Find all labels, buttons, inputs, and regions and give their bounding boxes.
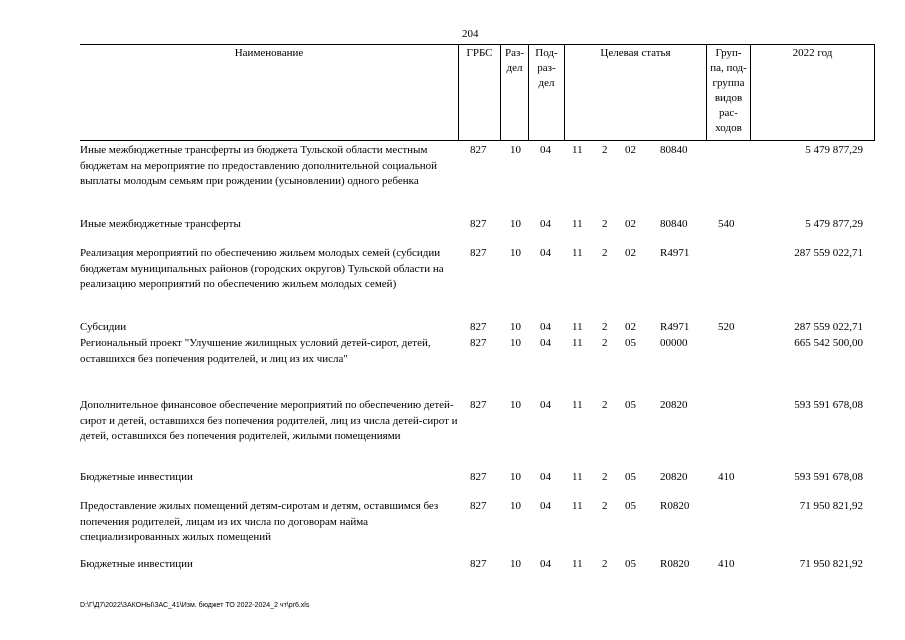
cell-ts1: 11 xyxy=(572,247,583,259)
cell-ts1: 11 xyxy=(572,558,583,570)
cell-ts1: 11 xyxy=(572,500,583,512)
cell-grbs: 827 xyxy=(470,247,487,259)
cell-name: Дополнительное финансовое обеспечение мероприятий по обеспечению детей-сирот и детей, оставшихся без попечения родителей, лиц из числа детей-сирот и детей, оставшихся без попечения родителей, жилыми помещениями xyxy=(80,399,458,442)
cell-ts3: 02 xyxy=(625,144,636,156)
header-podrazdel: Под- раз- дел xyxy=(528,44,564,140)
cell-group: 410 xyxy=(718,558,735,570)
cell-ts2: 2 xyxy=(602,337,608,349)
header-group: Груп- па, под- группа видов рас- ходов xyxy=(706,44,750,140)
cell-ts4: 20820 xyxy=(660,471,688,483)
cell-ts2: 2 xyxy=(602,321,608,333)
cell-podrazdel: 04 xyxy=(540,247,551,259)
cell-ts1: 11 xyxy=(572,471,583,483)
cell-ts2: 2 xyxy=(602,144,608,156)
cell-podrazdel: 04 xyxy=(540,558,551,570)
cell-name: Реализация мероприятий по обеспечению жильем молодых семей (субсидии бюджетам муниципальных районов (городских округов) Тульской области на реализацию мероприятий по обеспечению жильем молодых семей) xyxy=(80,247,444,290)
cell-razdel: 10 xyxy=(510,337,521,349)
cell-grbs: 827 xyxy=(470,500,487,512)
cell-podrazdel: 04 xyxy=(540,321,551,333)
cell-ts3: 05 xyxy=(625,500,636,512)
cell-ts1: 11 xyxy=(572,218,583,230)
cell-name: Иные межбюджетные трансферты из бюджета Тульской области местным бюджетам на мероприятие по предоставлению дополнительной социальной выплаты молодым семьям при рождении (усыновлении) одного ребенка xyxy=(80,144,437,187)
cell-ts4: R4971 xyxy=(660,247,690,259)
cell-razdel: 10 xyxy=(510,247,521,259)
file-path-footer: D:\Г\Д7\2022\ЗАКОНЫ\ЗАС_41\Изм. бюджет ТО 2022-2024_2 чт\pr6.xls xyxy=(80,602,310,609)
header-year: 2022 год xyxy=(750,44,875,140)
cell-podrazdel: 04 xyxy=(540,399,551,411)
cell-ts1: 11 xyxy=(572,337,583,349)
header-name: Наименование xyxy=(234,47,304,59)
cell-ts3: 02 xyxy=(625,247,636,259)
cell-sum: 287 559 022,71 xyxy=(794,321,863,333)
cell-podrazdel: 04 xyxy=(540,337,551,349)
cell-sum: 665 542 500,00 xyxy=(794,337,863,349)
cell-ts4: 20820 xyxy=(660,399,688,411)
cell-group: 540 xyxy=(718,218,735,230)
cell-ts4: R4971 xyxy=(660,321,690,333)
cell-razdel: 10 xyxy=(510,218,521,230)
cell-ts2: 2 xyxy=(602,247,608,259)
cell-name: Бюджетные инвестиции xyxy=(80,558,193,570)
cell-grbs: 827 xyxy=(470,558,487,570)
table-header xyxy=(80,44,875,141)
cell-group: 410 xyxy=(718,471,735,483)
cell-razdel: 10 xyxy=(510,321,521,333)
cell-ts1: 11 xyxy=(572,144,583,156)
cell-podrazdel: 04 xyxy=(540,471,551,483)
cell-podrazdel: 04 xyxy=(540,500,551,512)
cell-ts3: 05 xyxy=(625,399,636,411)
cell-ts3: 05 xyxy=(625,337,636,349)
cell-ts4: 80840 xyxy=(660,218,688,230)
cell-name: Иные межбюджетные трансферты xyxy=(80,218,241,230)
cell-grbs: 827 xyxy=(470,218,487,230)
cell-ts4: R0820 xyxy=(660,500,690,512)
cell-ts2: 2 xyxy=(602,558,608,570)
header-grbs: ГРБС xyxy=(458,44,500,140)
cell-sum: 593 591 678,08 xyxy=(794,471,863,483)
cell-group: 520 xyxy=(718,321,735,333)
cell-razdel: 10 xyxy=(510,500,521,512)
cell-sum: 5 479 877,29 xyxy=(805,144,863,156)
cell-sum: 5 479 877,29 xyxy=(805,218,863,230)
cell-ts3: 05 xyxy=(625,471,636,483)
header-razdel: Раз- дел xyxy=(500,44,528,140)
cell-sum: 71 950 821,92 xyxy=(799,558,863,570)
cell-ts1: 11 xyxy=(572,399,583,411)
cell-sum: 287 559 022,71 xyxy=(794,247,863,259)
cell-grbs: 827 xyxy=(470,471,487,483)
cell-ts3: 02 xyxy=(625,321,636,333)
cell-grbs: 827 xyxy=(470,337,487,349)
cell-grbs: 827 xyxy=(470,144,487,156)
cell-sum: 593 591 678,08 xyxy=(794,399,863,411)
cell-ts4: 00000 xyxy=(660,337,688,349)
cell-ts2: 2 xyxy=(602,399,608,411)
cell-name: Бюджетные инвестиции xyxy=(80,471,193,483)
cell-grbs: 827 xyxy=(470,399,487,411)
header-target: Целевая статья xyxy=(564,44,706,140)
cell-ts2: 2 xyxy=(602,500,608,512)
cell-name: Предоставление жилых помещений детям-сиротам и детям, оставшимся без попечения родителей, лицам из их числа по договорам найма специализированных жилых помещений xyxy=(80,500,439,543)
cell-ts3: 02 xyxy=(625,218,636,230)
cell-ts4: 80840 xyxy=(660,144,688,156)
cell-sum: 71 950 821,92 xyxy=(799,500,863,512)
cell-razdel: 10 xyxy=(510,558,521,570)
cell-ts2: 2 xyxy=(602,471,608,483)
page-number: 204 xyxy=(462,28,479,40)
cell-ts4: R0820 xyxy=(660,558,690,570)
cell-razdel: 10 xyxy=(510,471,521,483)
cell-grbs: 827 xyxy=(470,321,487,333)
cell-name: Субсидии xyxy=(80,321,127,333)
cell-name: Региональный проект "Улучшение жилищных условий детей-сирот, детей, оставшихся без попечения родителей, и лиц из их числа" xyxy=(80,337,431,365)
cell-podrazdel: 04 xyxy=(540,218,551,230)
cell-ts2: 2 xyxy=(602,218,608,230)
cell-ts1: 11 xyxy=(572,321,583,333)
cell-podrazdel: 04 xyxy=(540,144,551,156)
cell-razdel: 10 xyxy=(510,144,521,156)
cell-ts3: 05 xyxy=(625,558,636,570)
cell-razdel: 10 xyxy=(510,399,521,411)
